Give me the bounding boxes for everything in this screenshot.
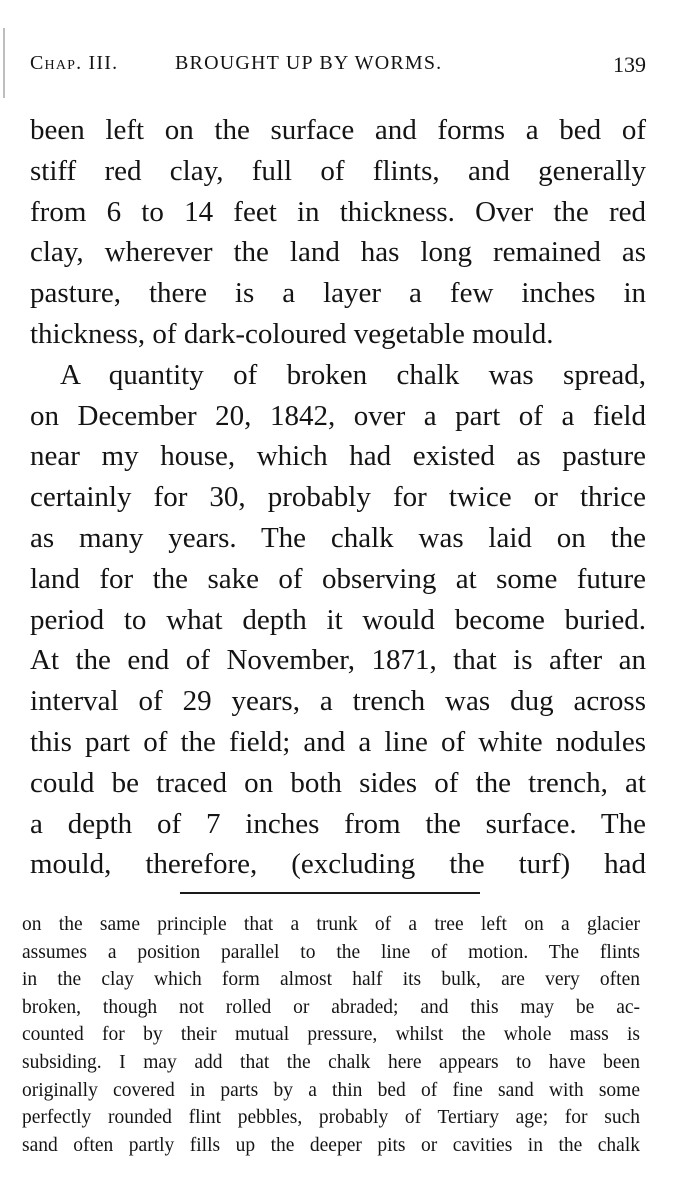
body-line: mould, therefore, (excluding the turf) had (30, 848, 646, 881)
body-line: interval of 29 years, a trench was dug across (30, 685, 646, 718)
chapter-label: Chap. III. (30, 52, 119, 74)
footnote-line: on the same principle that a trunk of a tree left on a glacier (22, 914, 640, 935)
body-text (30, 110, 646, 885)
body-line: from 6 to 14 feet in thickness. Over the red (30, 195, 646, 228)
body-line: certainly for 30, probably for twice or thrice (30, 481, 646, 514)
body-line: been left on the surface and forms a bed of (30, 114, 646, 146)
body-line: could be traced on both sides of the trench, at (30, 766, 646, 799)
body-line: this part of the field; and a line of white nodules (30, 725, 646, 758)
body-line: thickness, of dark-coloured vegetable mould. (30, 317, 554, 350)
footnote-line: in the clay which form almost half its bulk, are very often (22, 969, 640, 991)
body-line: pasture, there is a layer a few inches in (30, 277, 646, 310)
body-line: on December 20, 1842, over a part of a field (30, 399, 646, 432)
footnote-rule (180, 892, 480, 894)
footnote-line: assumes a position parallel to the line of motion. The flints (22, 941, 640, 963)
paragraph-start-line: A quantity of broken chalk was spread, (60, 358, 646, 391)
footnote-line: perfectly rounded flint pebbles, probably of Tertiary age; for such (22, 1107, 640, 1129)
running-title: BROUGHT UP BY WORMS. (175, 52, 443, 74)
footnote-line: counted for by their mutual pressure, whilst the whole mass is (22, 1024, 640, 1046)
body-line: near my house, which had existed as pasture (30, 440, 646, 473)
body-line: land for the sake of observing at some future (30, 562, 646, 595)
footnote-line: sand often partly fills up the deeper pits or cavities in the chalk (22, 1134, 640, 1156)
footnote-line: originally covered in parts by a thin bed of fine sand with some (22, 1079, 640, 1101)
body-line: stiff red clay, full of flints, and generally (30, 154, 646, 187)
footnote-line: subsiding. I may add that the chalk here appears to have been (22, 1051, 640, 1073)
footnote-line: broken, though not rolled or abraded; and this may be ac- (22, 996, 640, 1018)
footnote (22, 911, 640, 1159)
body-line: period to what depth it would become buried. (30, 603, 646, 636)
body-line: a depth of 7 inches from the surface. The (30, 807, 646, 840)
body-line: as many years. The chalk was laid on the (30, 521, 646, 554)
body-line: At the end of November, 1871, that is after an (30, 644, 646, 677)
running-head (30, 52, 646, 82)
page-number: 139 (613, 52, 646, 77)
page-edge-mark (3, 28, 5, 98)
body-line: clay, wherever the land has long remained as (30, 236, 646, 269)
